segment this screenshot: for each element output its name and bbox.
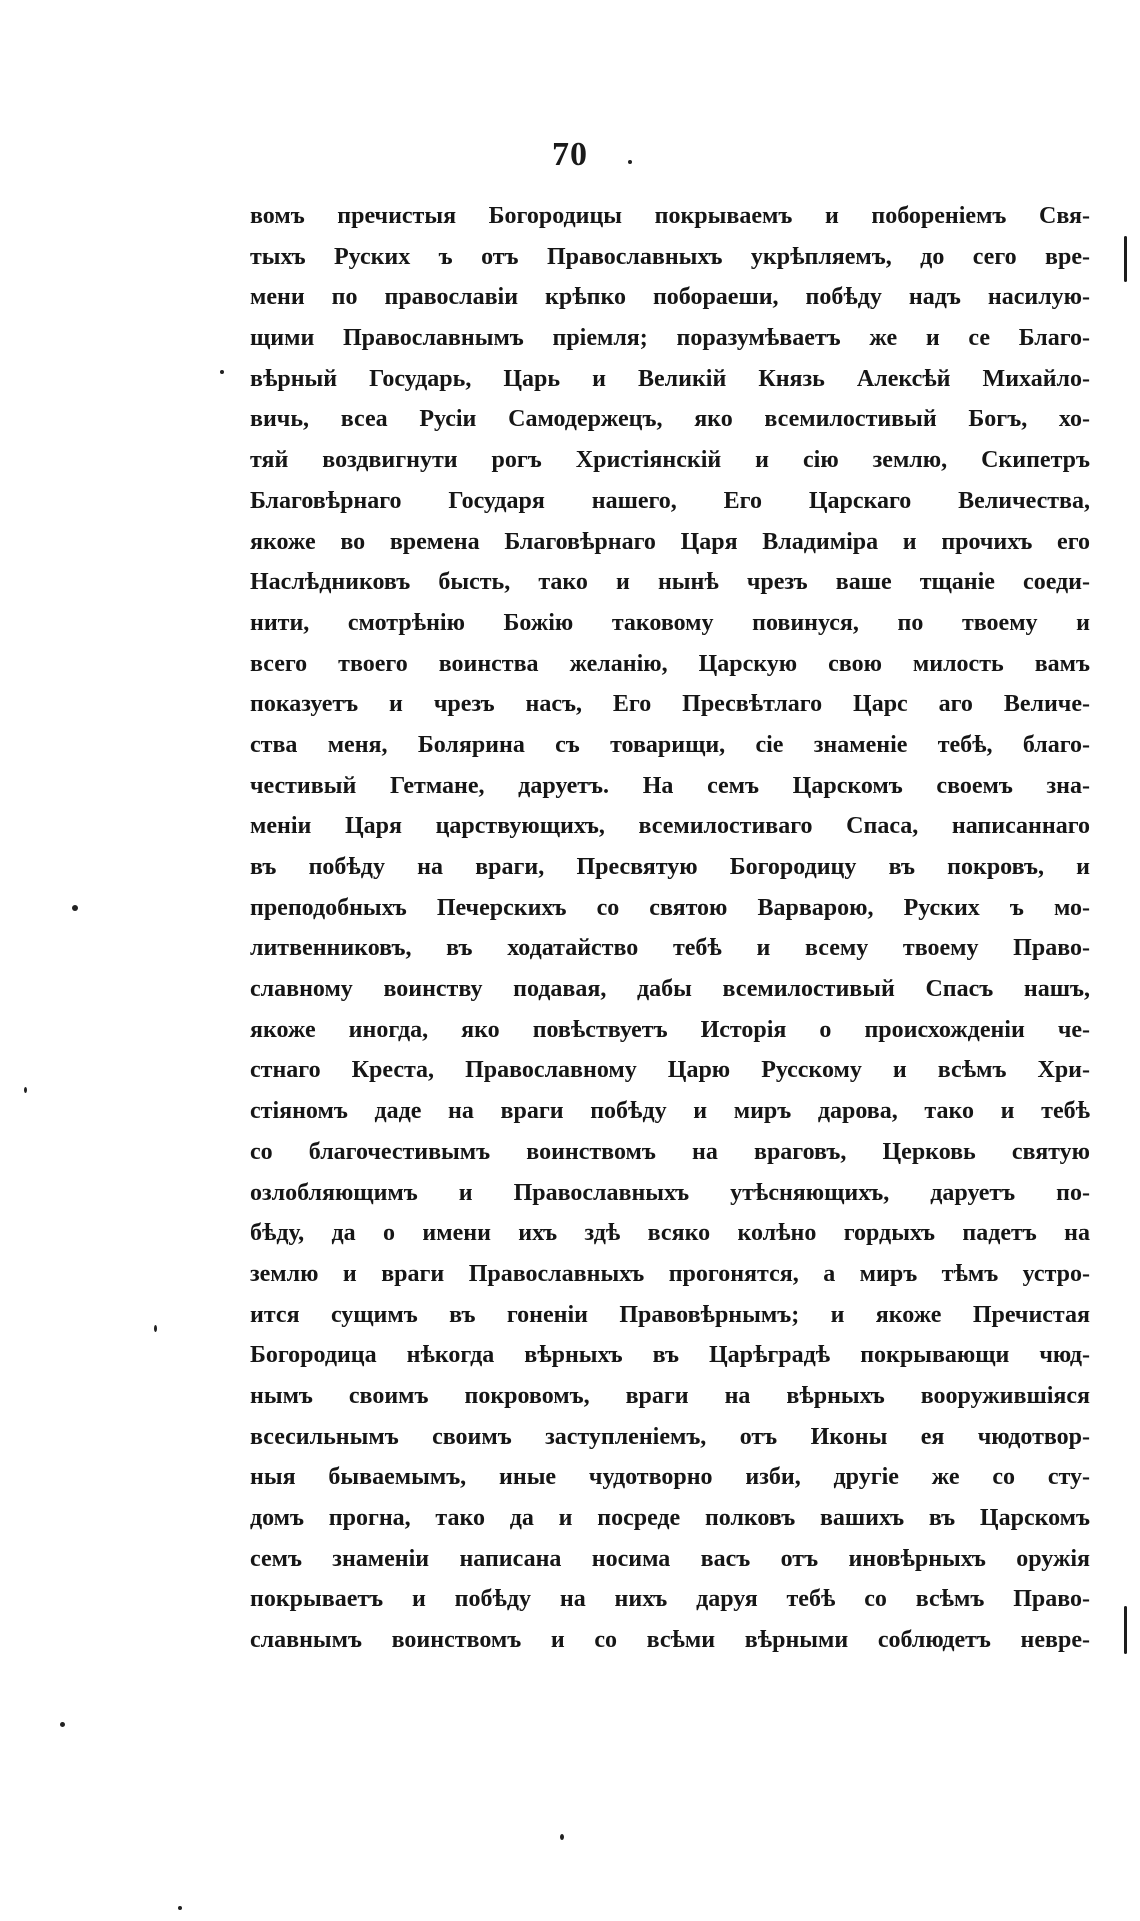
text-line: стнаго Креста, Православному Царю Русскому и всѣмъ Хри- <box>250 1057 1090 1084</box>
text-line: домъ прогна, тако да и посреде полковъ вашихъ въ Царскомъ <box>250 1505 1090 1531</box>
scan-speck <box>154 1325 157 1332</box>
text-line: покрываетъ и побѣду на нихъ даруя тебѣ со всѣмъ Право- <box>250 1586 1090 1613</box>
text-line: озлобляющимъ и Православныхъ утѣсняющихъ, даруетъ по- <box>250 1179 1090 1206</box>
text-line: всего твоего воинства желанію, Царскую свою милость вамъ <box>250 650 1090 677</box>
text-line: тыхъ Руских ъ отъ Православныхъ укрѣпляемъ, до сего вре- <box>250 243 1090 270</box>
text-line: якоже иногда, яко повѣствуетъ Исторія о происхожденіи че- <box>250 1016 1090 1043</box>
text-line: меніи Царя царствующихъ, всемилостиваго Спаса, написаннаго <box>250 813 1090 840</box>
text-line: Богородица нѣкогда вѣрныхъ въ Царѣградѣ покрывающи чюд- <box>250 1342 1090 1369</box>
text-line: якоже во времена Благовѣрнаго Царя Владиміра и прочихъ его <box>250 528 1090 555</box>
text-line: вѣрный Государь, Царь и Великій Князь Алексѣй Михайло- <box>250 365 1090 392</box>
scan-speck <box>628 160 632 164</box>
text-line: всесильнымъ своимъ заступленіемъ, отъ Иконы ея чюдотвор- <box>250 1423 1090 1450</box>
text-line: стіяномъ даде на враги побѣду и миръ дарова, тако и тебѣ <box>250 1098 1090 1125</box>
scan-speck <box>24 1087 27 1093</box>
scan-speck <box>220 370 224 374</box>
body-text <box>250 196 1090 1661</box>
text-line: мени по православіи крѣпко побораеши, побѣду надъ насилую- <box>250 284 1090 311</box>
margin-mark <box>1124 1606 1127 1654</box>
text-line: бѣду, да о имени ихъ здѣ всяко колѣно гордыхъ падетъ на <box>250 1220 1090 1247</box>
text-line: Наслѣдниковъ бысть, тако и нынѣ чрезъ ваше тщаніе соеди- <box>250 569 1090 596</box>
text-line: Благовѣрнаго Государя нашего, Его Царскаго Величества, <box>250 487 1090 514</box>
scan-speck <box>560 1834 564 1840</box>
text-line: славному воинству подавая, дабы всемилостивый Спасъ нашъ, <box>250 976 1090 1003</box>
text-line: вомъ пречистыя Богородицы покрываемъ и побореніемъ Свя- <box>250 203 1090 229</box>
text-line: нити, смотрѣнію Божію таковому повинуся, по твоему и <box>250 609 1090 636</box>
page-number: 70 <box>552 136 588 173</box>
text-line: литвенниковъ, въ ходатайство тебѣ и всему твоему Право- <box>250 935 1090 962</box>
scan-speck <box>178 1906 182 1910</box>
text-line: семъ знаменіи написана носима васъ отъ иновѣрныхъ оружія <box>250 1545 1090 1572</box>
margin-mark <box>1124 236 1127 282</box>
text-line: ится сущимъ въ гоненіи Правовѣрнымъ; и якоже Пречистая <box>250 1301 1090 1328</box>
text-line: славнымъ воинствомъ и со всѣми вѣрными соблюдетъ невре- <box>250 1627 1090 1654</box>
text-line: преподобныхъ Печерскихъ со святою Варварою, Руских ъ мо- <box>250 894 1090 921</box>
scan-speck <box>60 1722 65 1727</box>
text-line: тяй воздвигнути рогъ Христіянскій и сію землю, Скипетръ <box>250 447 1090 474</box>
text-line: въ побѣду на враги, Пресвятую Богородицу въ покровъ, и <box>250 854 1090 880</box>
scan-speck <box>72 905 78 911</box>
text-line: землю и враги Православныхъ прогонятся, а миръ тѣмъ устро- <box>250 1260 1090 1287</box>
text-line: ства меня, Болярина съ товарищи, сіе знаменіе тебѣ, благо- <box>250 731 1090 758</box>
text-line: ныя бываемымъ, иные чудотворно изби, другіе же со сту- <box>250 1464 1090 1491</box>
text-line: нымъ своимъ покровомъ, враги на вѣрныхъ вооружившіяся <box>250 1382 1090 1409</box>
text-line: вичь, всеа Русіи Самодержецъ, яко всемилостивый Богъ, хо- <box>250 406 1090 433</box>
text-line: показуетъ и чрезъ насъ, Его Пресвѣтлаго Царс аго Величе- <box>250 691 1090 718</box>
text-line: честивый Гетмане, даруетъ. На семъ Царскомъ своемъ зна- <box>250 772 1090 799</box>
text-line: щими Православнымъ пріемля; поразумѣваетъ же и се Благо- <box>250 325 1090 352</box>
text-line: со благочестивымъ воинствомъ на враговъ, Церковь святую <box>250 1138 1090 1165</box>
